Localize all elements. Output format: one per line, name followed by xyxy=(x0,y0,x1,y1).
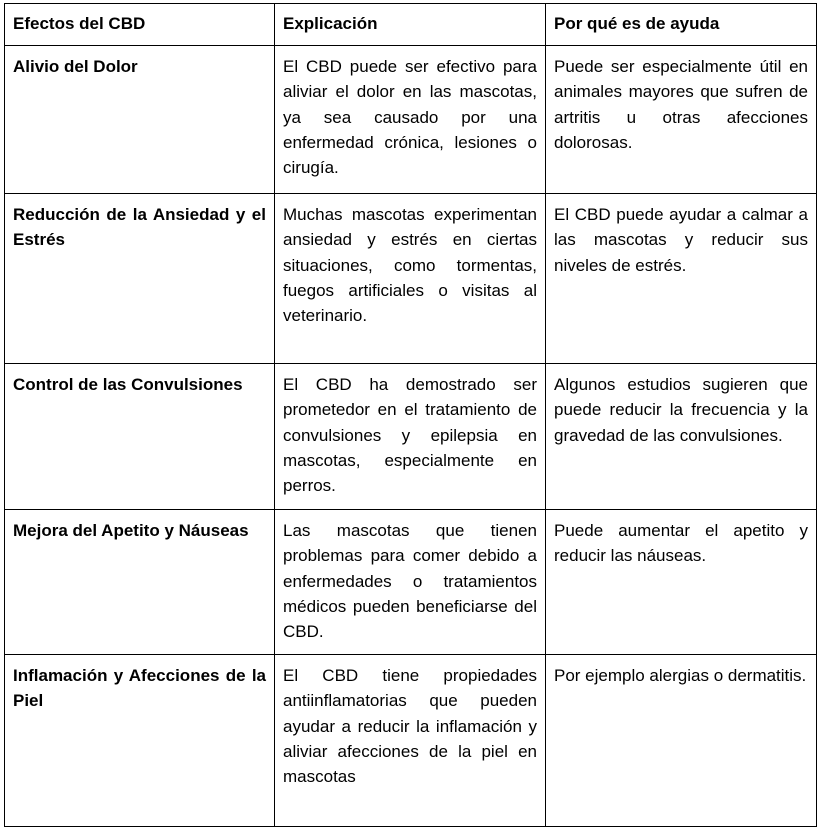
header-effects: Efectos del CBD xyxy=(5,4,275,46)
explanation-cell: El CBD puede ser efectivo para aliviar el dolor en las mascotas, ya sea causado por una enfermedad crónica, lesiones o cirugía. xyxy=(275,46,546,194)
explanation-cell: El CBD ha demostrado ser prometedor en el tratamiento de convulsiones y epilepsia en mascotas, especialmente en perros. xyxy=(275,364,546,510)
why-cell: El CBD puede ayudar a calmar a las mascotas y reducir sus niveles de estrés. xyxy=(546,194,817,364)
effect-cell: Reducción de la Ansiedad y el Estrés xyxy=(5,194,275,364)
why-cell: Puede aumentar el apetito y reducir las náuseas. xyxy=(546,510,817,655)
why-cell: Por ejemplo alergias o dermatitis. xyxy=(546,655,817,827)
table-row xyxy=(5,655,817,827)
explanation-cell: Las mascotas que tienen problemas para comer debido a enfermedades o tratamientos médicos pueden beneficiarse del CBD. xyxy=(275,510,546,655)
cbd-effects-table xyxy=(4,3,817,827)
header-explanation: Explicación xyxy=(275,4,546,46)
explanation-cell: Muchas mascotas experimentan ansiedad y estrés en ciertas situaciones, como tormentas, fuegos artificiales o visitas al veterinario. xyxy=(275,194,546,364)
effect-cell: Mejora del Apetito y Náuseas xyxy=(5,510,275,655)
why-cell: Algunos estudios sugieren que puede reducir la frecuencia y la gravedad de las convulsiones. xyxy=(546,364,817,510)
table-row xyxy=(5,194,817,364)
effect-cell: Control de las Convulsiones xyxy=(5,364,275,510)
table-header xyxy=(5,4,817,46)
explanation-cell: El CBD tiene propiedades antiinflamatorias que pueden ayudar a reducir la inflamación y aliviar afecciones de la piel en mascotas xyxy=(275,655,546,827)
effect-cell: Alivio del Dolor xyxy=(5,46,275,194)
effect-cell: Inflamación y Afecciones de la Piel xyxy=(5,655,275,827)
why-cell: Puede ser especialmente útil en animales mayores que sufren de artritis u otras afecciones dolorosas. xyxy=(546,46,817,194)
table-row xyxy=(5,510,817,655)
table-body xyxy=(5,46,817,827)
table-row xyxy=(5,364,817,510)
header-why-helpful: Por qué es de ayuda xyxy=(546,4,817,46)
table-row xyxy=(5,46,817,194)
header-row xyxy=(5,4,817,46)
